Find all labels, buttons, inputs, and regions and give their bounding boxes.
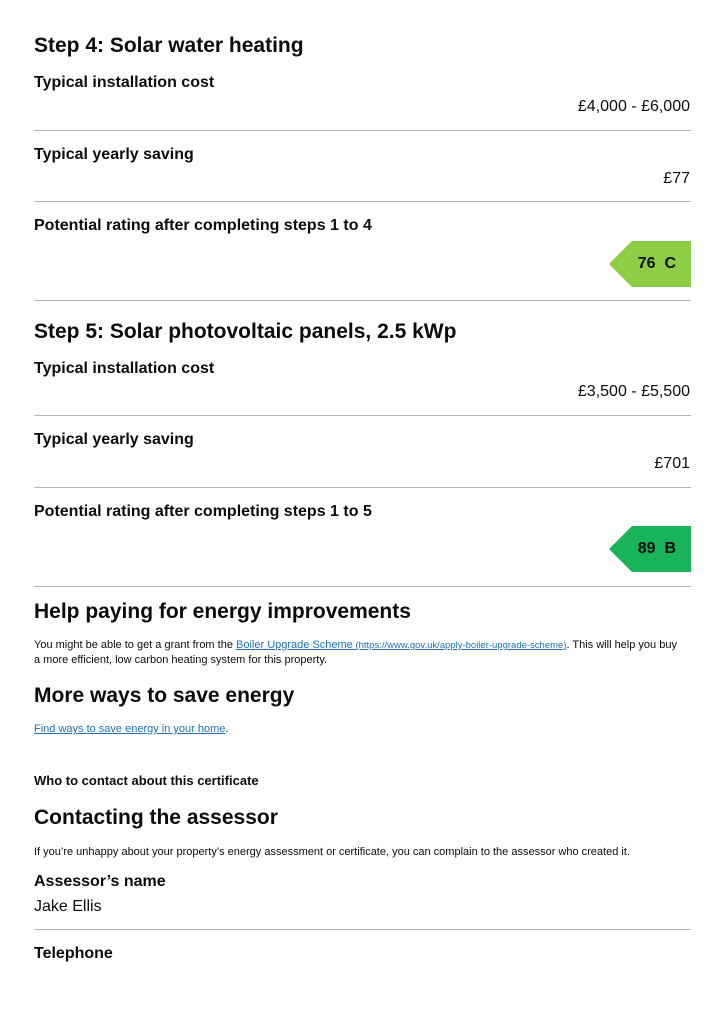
- divider: [34, 929, 691, 930]
- divider: [34, 201, 691, 202]
- step4-cost-label: Typical installation cost: [34, 74, 215, 91]
- step5-saving-value: £701: [654, 455, 690, 472]
- step4-rating-label: Potential rating after completing steps 1 to 4: [34, 217, 372, 234]
- step4-cost-value: £4,000 - £6,000: [577, 98, 690, 115]
- more-title: More ways to save energy: [34, 684, 295, 707]
- divider: [34, 586, 691, 587]
- step5-title: Step 5: Solar photovoltaic panels, 2.5 kWp: [34, 320, 457, 343]
- telephone-label: Telephone: [34, 945, 113, 962]
- step5-cost-label: Typical installation cost: [34, 360, 215, 377]
- help-title: Help paying for energy improvements: [34, 600, 411, 623]
- step5-rating-badge: [609, 526, 691, 572]
- step4-title: Step 4: Solar water heating: [34, 34, 304, 57]
- boiler-upgrade-scheme-link[interactable]: Boiler Upgrade Scheme (https://www.gov.uk/apply-boiler-upgrade-scheme): [236, 639, 567, 651]
- step5-saving-label: Typical yearly saving: [34, 431, 194, 448]
- divider: [34, 130, 691, 131]
- contact-section-label: Who to contact about this certificate: [34, 773, 259, 788]
- step4-rating-value: 76 C: [637, 255, 676, 272]
- contact-intro: If you’re unhappy about your property’s energy assessment or certificate, you can complain to the assessor who created it.: [34, 846, 630, 858]
- step4-saving-label: Typical yearly saving: [34, 146, 194, 163]
- save-energy-link[interactable]: Find ways to save energy in your home: [34, 723, 226, 735]
- divider: [34, 487, 691, 488]
- step5-rating-value: 89 B: [637, 540, 676, 557]
- step4-rating-badge: [609, 241, 691, 287]
- contact-title: Contacting the assessor: [34, 806, 278, 829]
- divider: [34, 300, 691, 301]
- help-text: You might be able to get a grant from the Boiler Upgrade Scheme (https://www.gov.uk/apply-boiler-upgrade-scheme). This will help you buy a more efficient, low carbon heating system for this property.: [34, 639, 677, 666]
- step4-saving-value: £77: [663, 170, 690, 187]
- step5-cost-value: £3,500 - £5,500: [577, 383, 690, 400]
- divider: [34, 415, 691, 416]
- assessor-name-value: Jake Ellis: [34, 898, 102, 915]
- more-text: Find ways to save energy in your home.: [34, 723, 229, 735]
- assessor-name-label: Assessor’s name: [34, 873, 166, 890]
- step5-rating-label: Potential rating after completing steps 1 to 5: [34, 503, 372, 520]
